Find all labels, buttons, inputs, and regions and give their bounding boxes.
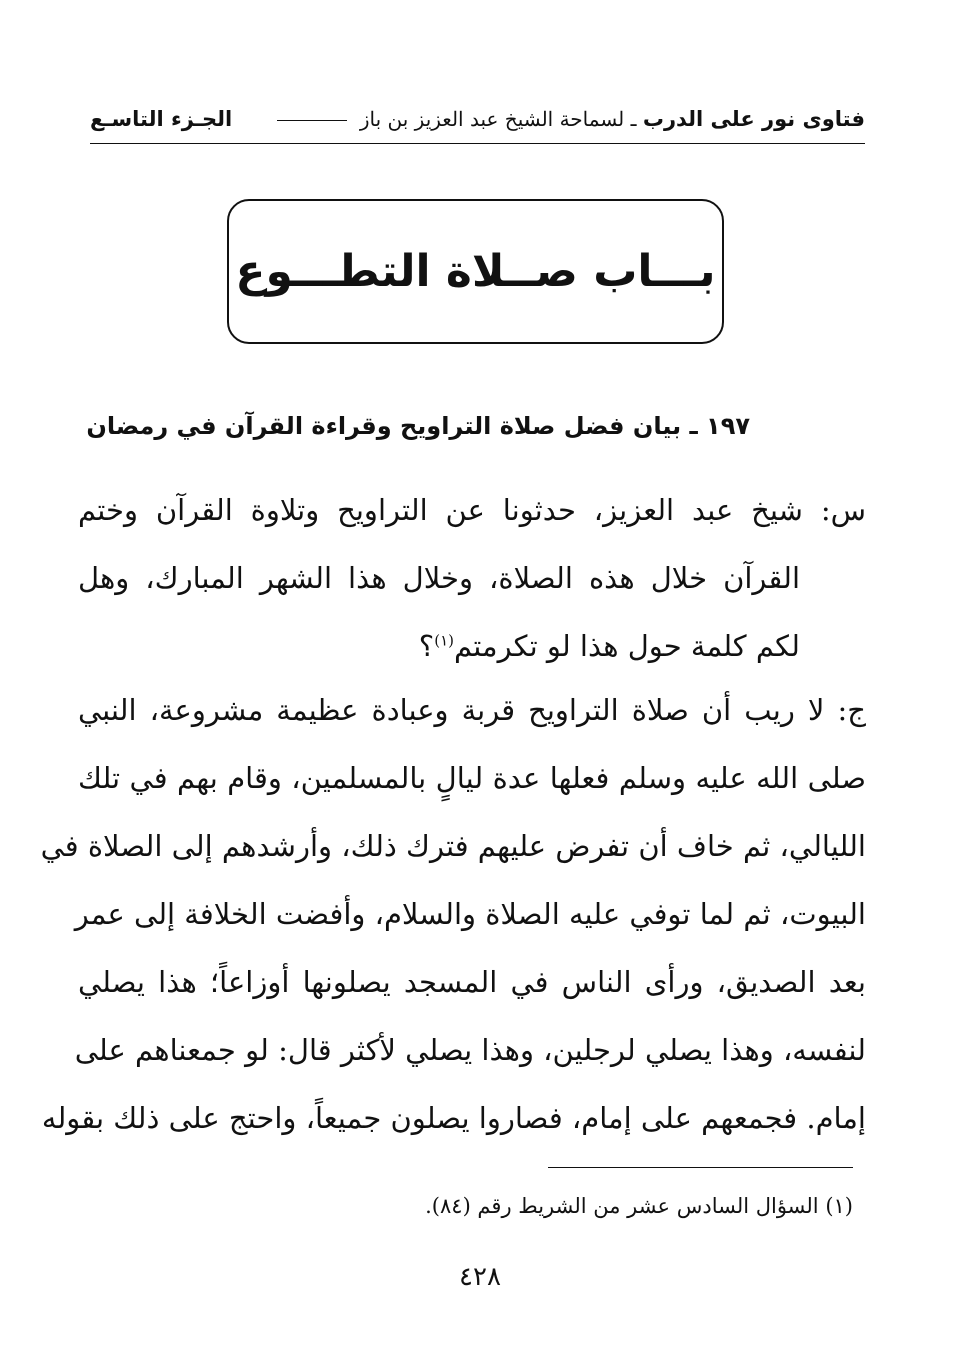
header-volume: الجـزء التاسـع (90, 107, 233, 131)
header-author: لسماحة الشيخ عبد العزيز بن باز (359, 107, 625, 131)
question-line: لكم كلمة حول هذا لو تكرمتم (453, 629, 800, 663)
footnote-rule (548, 1167, 853, 1168)
answer-line: بعد الصديق، ورأى الناس في المسجد يصلونها أوزاعاً؛ هذا يصلي (78, 965, 866, 999)
section-heading: ١٩٧ ـ بيان فضل صلاة التراويح وقراءة القرآن في رمضان (86, 412, 750, 440)
chapter-title: بـــاب صــلاة التطـــوع (235, 246, 716, 297)
question-line: القرآن خلال هذه الصلاة، وخلال هذا الشهر المبارك، وهل (78, 561, 800, 595)
header-dash (277, 120, 347, 121)
question-mark: ؟ (418, 629, 435, 663)
question-line-last (78, 612, 866, 680)
header-rule (90, 143, 865, 144)
running-header (90, 102, 865, 136)
answer-line: ج: لا ريب أن صلاة التراويح قربة وعبادة عظيمة مشروعة، النبي (78, 693, 866, 727)
answer-line: إمام. فجمعهم على إمام، فصاروا يصلون جميعاً، واحتج على ذلك بقوله (41, 1101, 866, 1135)
footnote-marker: (١) (434, 631, 454, 650)
chapter-title-box (227, 199, 724, 344)
answer-line: الليالي، ثم خاف أن تفرض عليهم فترك ذلك، وأرشدهم إلى الصلاة في (40, 829, 866, 863)
answer-line: لنفسه، وهذا يصلي لرجلين، وهذا يصلي لأكثر قال: لو جمعناهم على (74, 1033, 866, 1067)
page-number: ٤٢٨ (459, 1262, 501, 1292)
answer-paragraph (40, 676, 866, 1152)
question-line: س: شيخ عبد العزيز، حدثونا عن التراويح وتلاوة القرآن وختم (78, 493, 866, 527)
header-book-title: فتاوى نور على الدرب (642, 107, 865, 131)
question-paragraph (78, 476, 866, 680)
answer-line: البيوت، ثم لما توفي عليه الصلاة والسلام، وأفضت الخلافة إلى عمر (74, 897, 866, 931)
footnote: (١) السؤال السادس عشر من الشريط رقم (٨٤). (425, 1194, 853, 1218)
answer-line: صلى الله عليه وسلم فعلها عدة ليالٍ بالمسلمين، وقام بهم في تلك (78, 761, 866, 795)
header-book-info: فتاوى نور على الدرب ـ لسماحة الشيخ عبد العزيز بن باز (271, 107, 865, 131)
